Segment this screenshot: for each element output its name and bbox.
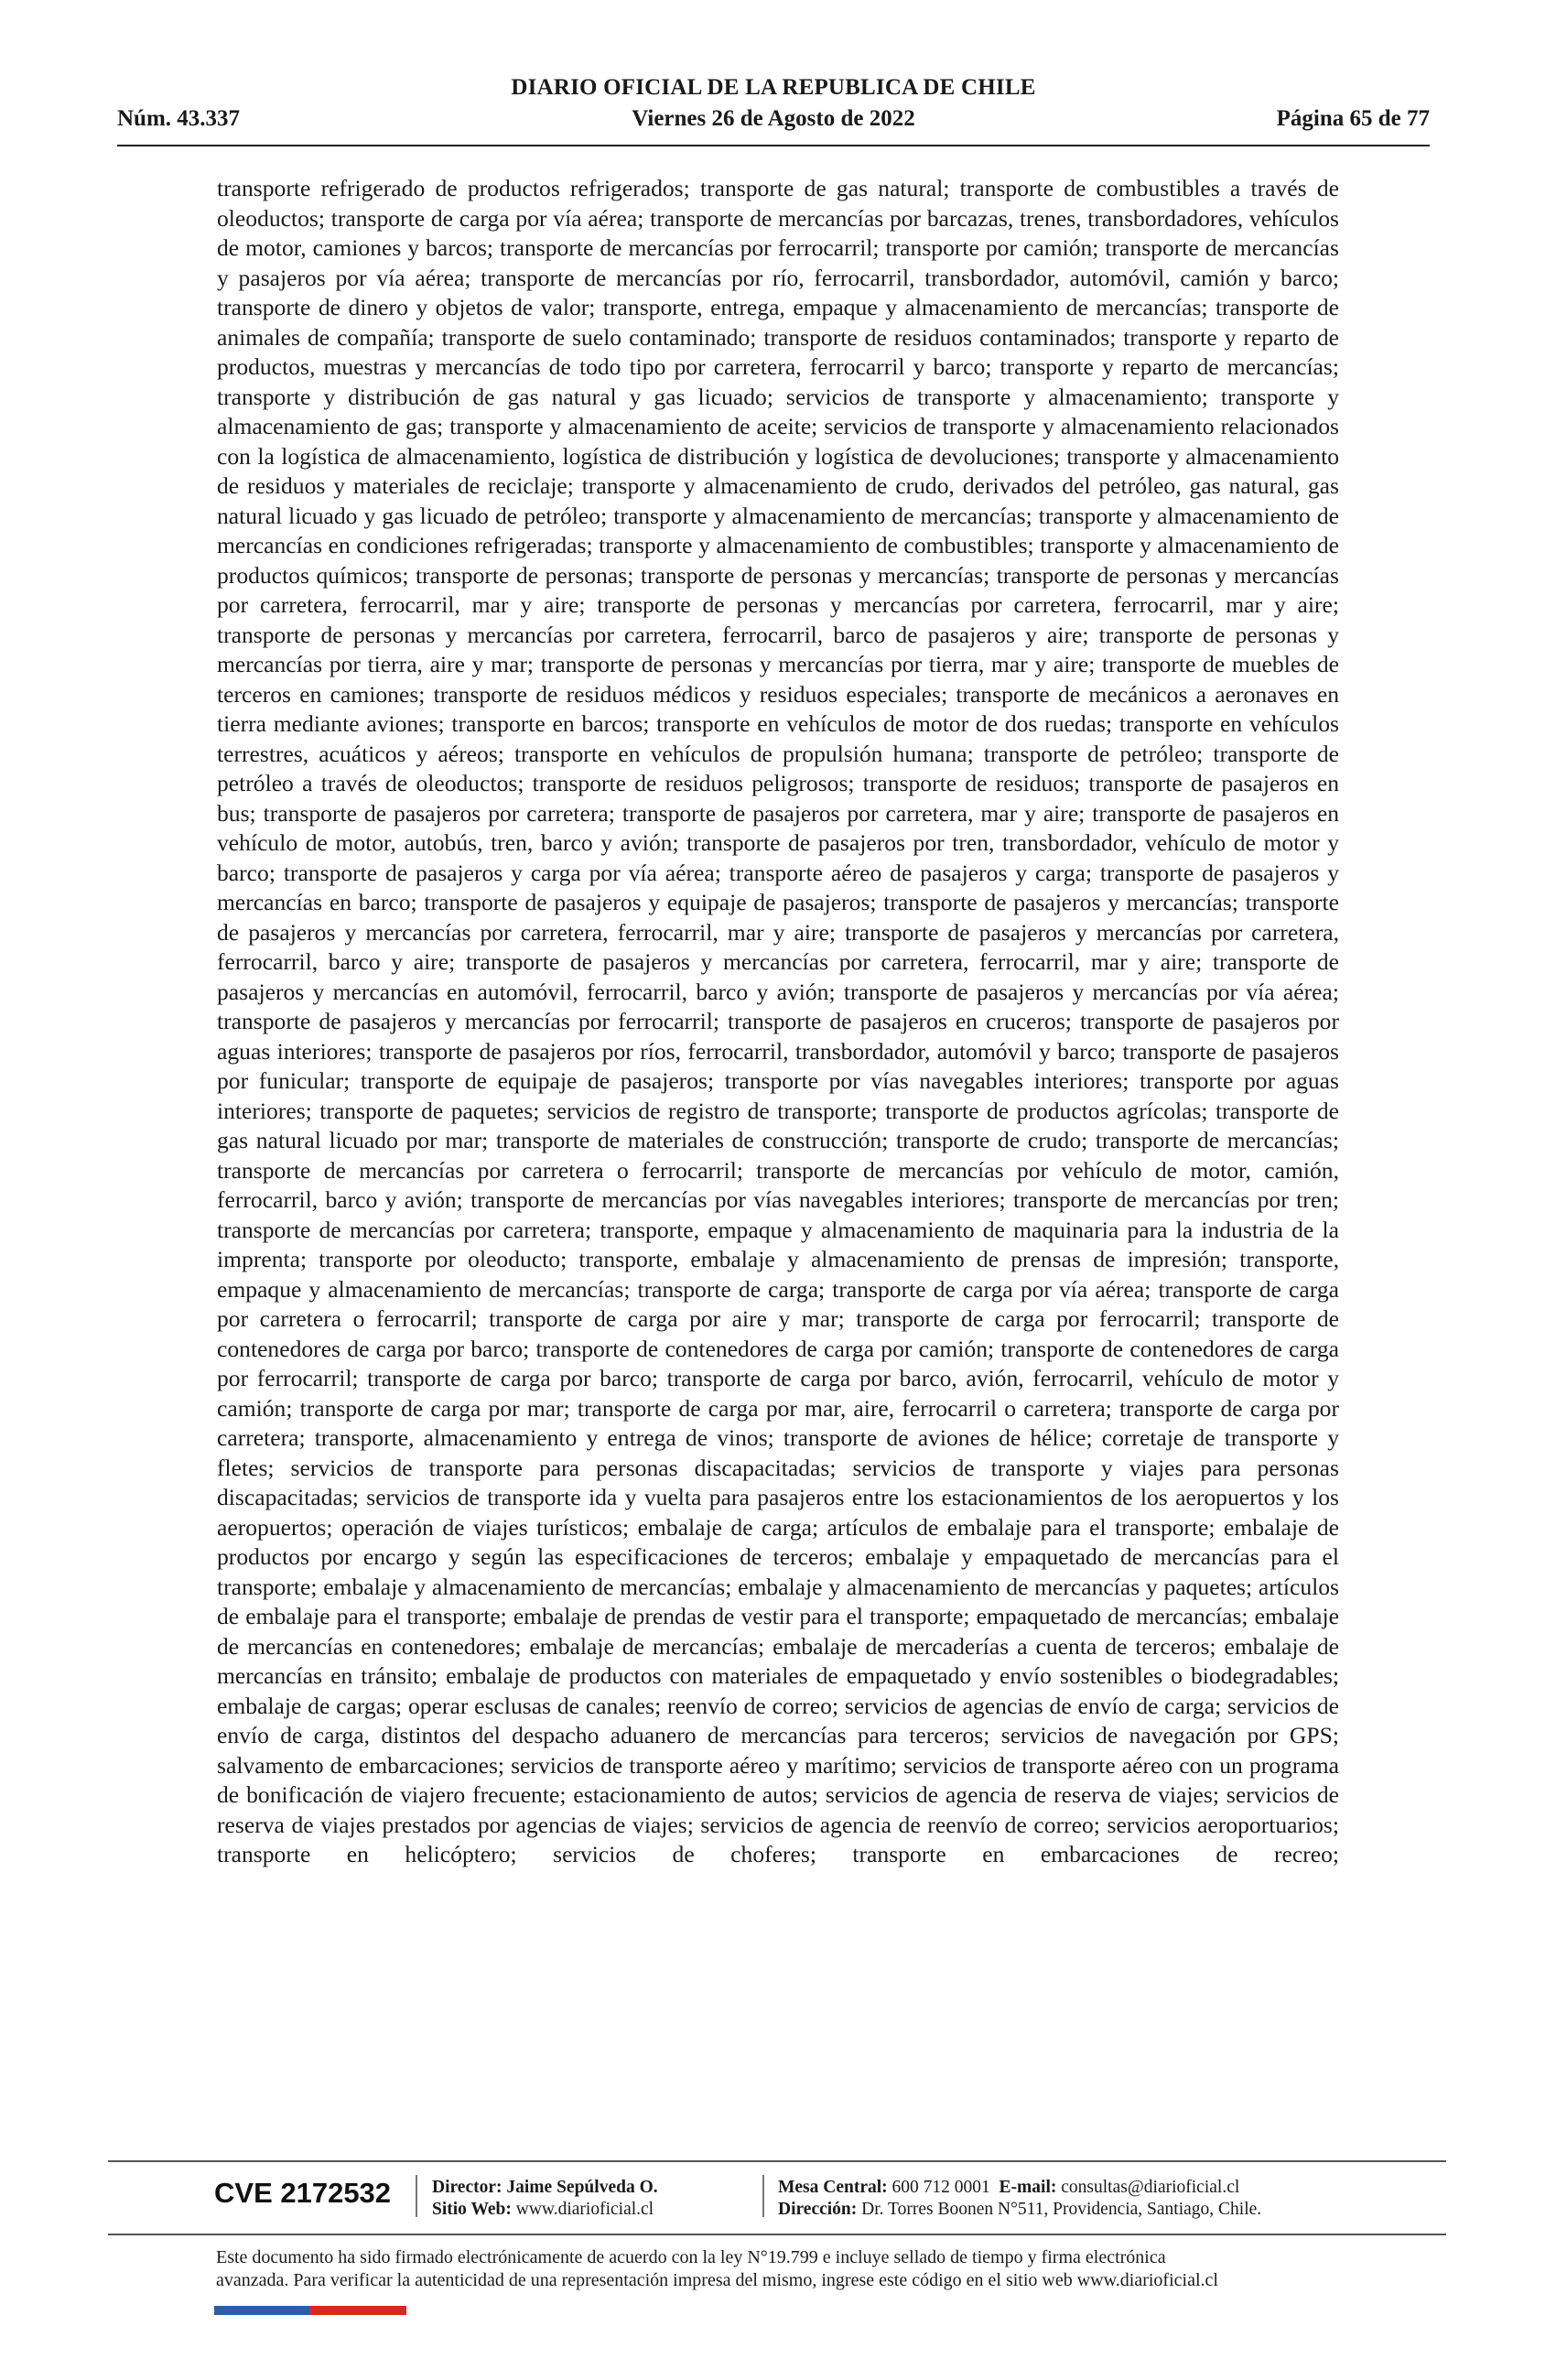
footer-divider-1 [416,2175,417,2217]
phone-value: 600 712 0001 [891,2178,990,2197]
contact-line [778,2177,1261,2199]
director-line [432,2177,658,2199]
issue-number: Núm. 43.337 [117,106,241,131]
email-label: E-mail: [999,2178,1057,2197]
email-link[interactable]: consultas@diarioficial.cl [1061,2178,1240,2197]
page-header [117,75,1430,146]
journal-title: DIARIO OFICIAL DE LA REPUBLICA DE CHILE [511,75,1036,100]
footer-bottom-divider [108,2234,1446,2235]
body-paragraph: transporte refrigerado de productos refrigerados; transporte de gas natural; transporte de combustibles a través de oleoductos; transporte de carga por vía aérea; transporte de mercancías por barcazas, trenes, transbordadores, vehículos de motor, camiones y barcos; transporte de mercancías por ferrocarril; transporte por camión; transporte de mercancías y pasajeros por vía aérea; transporte de mercancías por río, ferrocarril, transbordador, automóvil, camión y barco; transporte de dinero y objetos de valor; transporte, entrega, empaque y almacenamiento de mercancías; transporte de animales de compañía; transporte de suelo contaminado; transporte de residuos contaminados; transporte y reparto de productos, muestras y mercancías de todo tipo por carretera, ferrocarril y barco; transporte y reparto de mercancías; transporte y distribución de gas natural y gas licuado; servicios de transporte y almacenamiento; transporte y almacenamiento de gas; transporte y almacenamiento de aceite; servicios de transporte y almacenamiento relacionados con la logística de almacenamiento, logística de distribución y logística de devoluciones; transporte y almacenamiento de residuos y materiales de reciclaje; transporte y almacenamiento de crudo, derivados del petróleo, gas natural, gas natural licuado y gas licuado de petróleo; transporte y almacenamiento de mercancías; transporte y almacenamiento de mercancías en condiciones refrigeradas; transporte y almacenamiento de combustibles; transporte y almacenamiento de productos químicos; transporte de personas; transporte de personas y mercancías; transporte de personas y mercancías por carretera, ferrocarril, mar y aire; transporte de personas y mercancías por carretera, ferrocarril, mar y aire; transporte de personas y mercancías por carretera, ferrocarril, barco de pasajeros y aire; transporte de personas y mercancías por tierra, aire y mar; transporte de personas y mercancías por tierra, mar y aire; transporte de muebles de terceros en camiones; transporte de residuos médicos y residuos especiales; transporte de mecánicos a aeronaves en tierra mediante aviones; transporte en barcos; transporte en vehículos de motor de dos ruedas; transporte en vehículos terrestres, acuáticos y aéreos; transporte en vehículos de propulsión humana; transporte de petróleo; transporte de petróleo a través de oleoductos; transporte de residuos peligrosos; transporte de residuos; transporte de pasajeros en bus; transporte de pasajeros por carretera; transporte de pasajeros por carretera, mar y aire; transporte de pasajeros en vehículo de motor, autobús, tren, barco y avión; transporte de pasajeros por tren, transbordador, vehículo de motor y barco; transporte de pasajeros y carga por vía aérea; transporte aéreo de pasajeros y carga; transporte de pasajeros y mercancías en barco; transporte de pasajeros y equipaje de pasajeros; transporte de pasajeros y mercancías; transporte de pasajeros y mercancías por carretera, ferrocarril, mar y aire; transporte de pasajeros y mercancías por carretera, ferrocarril, barco y aire; transporte de pasajeros y mercancías por carretera, ferrocarril, mar y aire; transporte de pasajeros y mercancías en automóvil, ferrocarril, barco y avión; transporte de pasajeros y mercancías por vía aérea; transporte de pasajeros y mercancías por ferrocarril; transporte de pasajeros en cruceros; transporte de pasajeros por aguas interiores; transporte de pasajeros por ríos, ferrocarril, transbordador, automóvil y barco; transporte de pasajeros por funicular; transporte de equipaje de pasajeros; transporte por vías navegables interiores; transporte por aguas interiores; transporte de paquetes; servicios de registro de transporte; transporte de productos agrícolas; transporte de gas natural licuado por mar; transporte de materiales de construcción; transporte de crudo; transporte de mercancías; transporte de mercancías por carretera o ferrocarril; transporte de mercancías por vehículo de motor, camión, ferrocarril, barco y avión; transporte de mercancías por vías navegables interiores; transporte de mercancías por tren; transporte de mercancías por carretera; transporte, empaque y almacenamiento de maquinaria para la industria de la imprenta; transporte por oleoducto; transporte, embalaje y almacenamiento de prensas de impresión; transporte, empaque y almacenamiento de mercancías; transporte de carga; transporte de carga por vía aérea; transporte de carga por carretera o ferrocarril; transporte de carga por aire y mar; transporte de carga por ferrocarril; transporte de contenedores de carga por barco; transporte de contenedores de carga por camión; transporte de contenedores de carga por ferrocarril; transporte de carga por barco; transporte de carga por barco, avión, ferrocarril, vehículo de motor y camión; transporte de carga por mar; transporte de carga por mar, aire, ferrocarril o carretera; transporte de carga por carretera; transporte, almacenamiento y entrega de vinos; transporte de aviones de hélice; corretaje de transporte y fletes; servicios de transporte para personas discapacitadas; servicios de transporte y viajes para personas discapacitadas; servicios de transporte ida y vuelta para pasajeros entre los estacionamientos de los aeropuertos y los aeropuertos; operación de viajes turísticos; embalaje de carga; artículos de embalaje para el transporte; embalaje de productos por encargo y según las especificaciones de terceros; embalaje y empaquetado de mercancías para el transporte; embalaje y almacenamiento de mercancías; embalaje y almacenamiento de mercancías y paquetes; artículos de embalaje para el transporte; embalaje de prendas de vestir para el transporte; empaquetado de mercancías; embalaje de mercancías en contenedores; embalaje de mercancías; embalaje de mercaderías a cuenta de terceros; embalaje de mercancías en tránsito; embalaje de productos con materiales de empaquetado y envío sostenibles o biodegradables; embalaje de cargas; operar esclusas de canales; reenvío de correo; servicios de agencias de envío de carga; servicios de envío de carga, distintos del despacho aduanero de mercancías para terceros; servicios de navegación por GPS; salvamento de embarcaciones; servicios de transporte aéreo y marítimo; servicios de transporte aéreo con un programa de bonificación de viajero frecuente; estacionamiento de autos; servicios de agencia de reserva de viajes; servicios de reserva de viajes prestados por agencias de viajes; servicios de agencia de reenvío de correo; servicios aeroportuarios; transporte en helicóptero; servicios de choferes; transporte en embarcaciones de recreo; [217,175,1339,1867]
legal-line-1: Este documento ha sido firmado electrónicamente de acuerdo con la ley N°19.799 e incluye sellado de tiempo y firma electrónica [216,2247,1166,2267]
address-line [778,2199,1261,2221]
director-label: Director: [432,2178,502,2197]
legal-line-2: avanzada. Para verificar la autenticidad de una representación impresa del mismo, ingrese este código en el sitio web www.diarioficial.cl [216,2270,1218,2290]
flag-stripe-red [309,2306,406,2315]
flag-stripe-blue [214,2306,309,2315]
website-line [432,2199,658,2221]
cve-code: CVE 2172532 [214,2177,392,2209]
footer-contact-block [778,2177,1261,2221]
phone-label: Mesa Central: [778,2178,888,2197]
footer-top-divider [108,2160,1446,2162]
address-label: Dirección: [778,2200,858,2219]
director-name: Jaime Sepúlveda O. [506,2178,658,2197]
footer-divider-2 [762,2175,764,2217]
issue-date: Viernes 26 de Agosto de 2022 [632,106,915,131]
footer-director-block [432,2177,658,2221]
website-link[interactable]: www.diarioficial.cl [515,2200,654,2219]
page-number: Página 65 de 77 [1276,106,1430,131]
website-label: Sitio Web: [432,2200,512,2219]
legal-notice [216,2246,1351,2292]
address-value: Dr. Torres Boonen N°511, Providencia, Santiago, Chile. [861,2200,1262,2219]
